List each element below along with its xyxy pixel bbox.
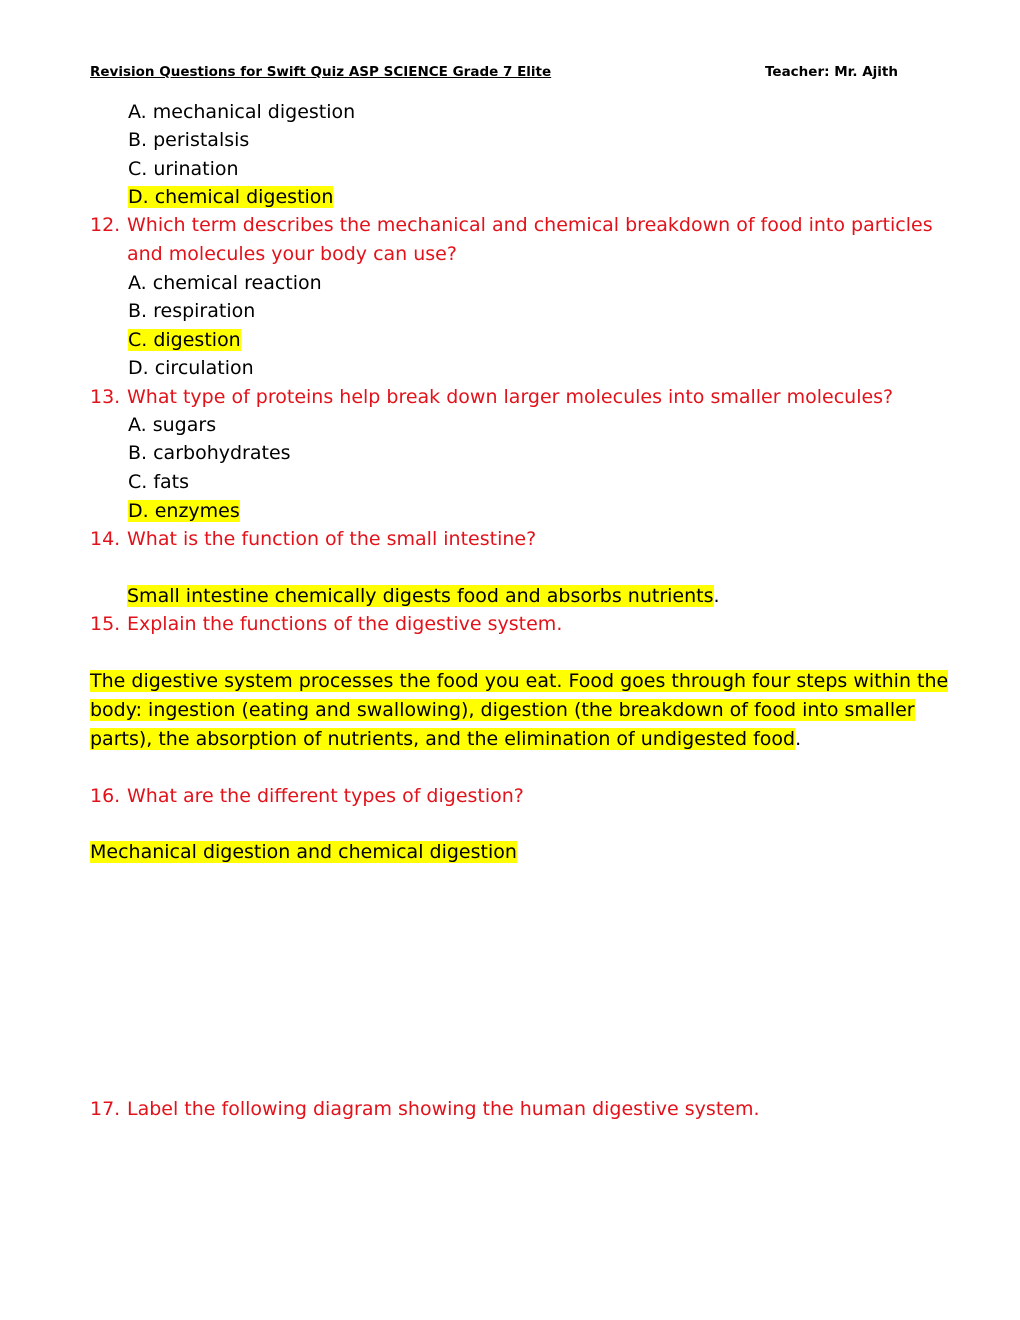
answer-highlight: Small intestine chemically digests food and absorbs nutrients [127,585,714,607]
option-item: C. fats [128,471,190,493]
question-number: 13. [90,386,121,408]
option-item: B. carbohydrates [128,442,291,464]
option-item: D. circulation [128,357,254,379]
answer-highlight: body: ingestion (eating and swallowing), digestion (the breakdown of food into smaller [90,699,915,721]
option-item: A. mechanical digestion [128,101,356,123]
question-12: 12. Which term describes the mechanical and chemical breakdown of food into particles [90,211,933,239]
answer-highlight: D. enzymes [128,500,240,522]
answer-15-line: parts), the absorption of nutrients, and the elimination of undigested food. [90,728,802,750]
question-15: 15. Explain the functions of the digestive system. [90,610,562,638]
option-item-correct [128,326,241,354]
option-item: A. chemical reaction [128,272,322,294]
question-number: 15. [90,613,121,635]
answer-15-line [90,667,948,695]
question-12-continued: and molecules your body can use? [127,243,457,265]
document-title: Revision Questions for Swift Quiz ASP SCIENCE Grade 7 Elite [90,64,552,80]
answer-highlight: Mechanical digestion and chemical digestion [90,841,517,863]
option-item-correct [128,183,333,211]
answer-14: Small intestine chemically digests food and absorbs nutrients. [127,585,720,607]
question-13: 13. What type of proteins help break down larger molecules into smaller molecules? [90,383,893,411]
question-number: 14. [90,528,121,550]
answer-highlight: C. digestion [128,329,241,351]
question-number: 16. [90,785,121,807]
teacher-name: Teacher: Mr. Ajith [765,64,898,80]
option-item-correct [128,497,240,525]
option-item: A. sugars [128,414,217,436]
answer-15-line [90,696,915,724]
option-item: B. respiration [128,300,256,322]
option-item: C. urination [128,158,239,180]
option-item: B. peristalsis [128,129,250,151]
question-14: 14. What is the function of the small intestine? [90,525,536,553]
answer-highlight: D. chemical digestion [128,186,334,208]
answer-highlight: parts), the absorption of nutrients, and the elimination of undigested food [90,728,796,750]
question-number: 17. [90,1098,121,1120]
question-number: 12. [90,214,121,236]
answer-16 [90,838,517,866]
answer-highlight: The digestive system processes the food you eat. Food goes through four steps within the [90,670,949,692]
question-16: 16. What are the different types of digestion? [90,782,524,810]
question-17: 17. Label the following diagram showing the human digestive system. [90,1095,760,1123]
